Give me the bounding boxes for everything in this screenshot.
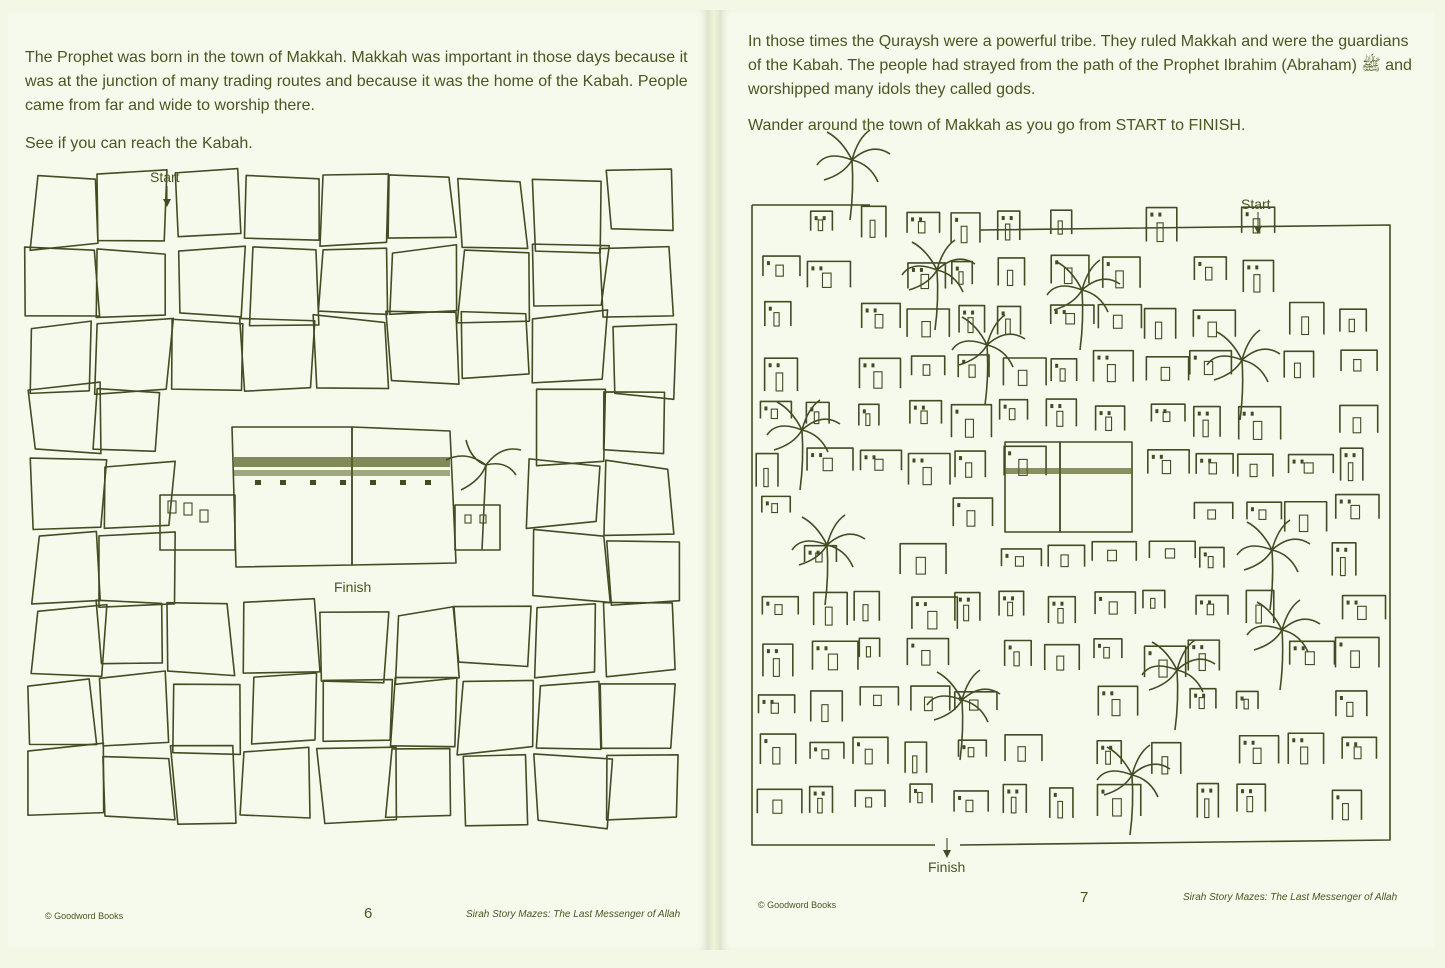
house-icon [859, 638, 879, 657]
kabah-icon [1005, 442, 1132, 532]
house-icon [1092, 542, 1136, 561]
house-icon [1045, 645, 1080, 670]
house-icon [1096, 406, 1125, 430]
house-icon [1097, 741, 1121, 764]
house-icon [954, 791, 988, 812]
house-icon [1332, 790, 1361, 819]
house-icon [1193, 310, 1235, 337]
house-icon [765, 358, 798, 391]
house-icon [951, 213, 980, 243]
house-icon [859, 404, 879, 425]
palm-tree-icon [446, 440, 521, 550]
house-icon [1001, 549, 1041, 566]
maze-block [600, 684, 675, 748]
maze-block [323, 680, 392, 742]
house-icon [910, 784, 932, 803]
house-icon [1048, 597, 1075, 623]
house-icon [1048, 545, 1084, 566]
maze-block [607, 755, 678, 820]
maze-block [179, 246, 246, 317]
right-page-number: 7 [1080, 889, 1089, 906]
maze-block [173, 684, 240, 754]
maze-block [30, 176, 98, 251]
house-icon [1145, 309, 1176, 339]
house-icon [958, 740, 986, 757]
house-icon [810, 787, 833, 813]
maze-block [534, 754, 613, 829]
maze-block [600, 247, 674, 317]
maze-block [250, 247, 319, 326]
maze-block [103, 757, 175, 820]
left-intro-text: The Prophet was born in the town of Makkah. Makkah was important in those days because it was at the junction of many trading routes and because it was the home of the Kabah. People came from far and wide to worship there. [25, 49, 688, 114]
maze-block [170, 746, 236, 825]
house-icon [1051, 210, 1072, 234]
house-icon [955, 451, 985, 477]
house-icon [1098, 686, 1137, 715]
maze-block [532, 310, 607, 383]
maze-block [320, 174, 388, 246]
maze-block [395, 607, 459, 685]
maze-block [388, 175, 456, 238]
house-icon [1005, 735, 1042, 761]
house-icon [853, 737, 888, 764]
house-icon [998, 306, 1021, 334]
house-icon [1196, 595, 1228, 614]
house-icon [1336, 495, 1379, 519]
house-icon [807, 448, 853, 471]
maze-block [453, 606, 531, 666]
house-icon [862, 303, 901, 327]
maze-block [536, 681, 600, 749]
maze-block [99, 671, 168, 746]
maze-block [25, 247, 100, 316]
maze-block [526, 459, 600, 529]
house-icon [1196, 454, 1233, 474]
house-icon [1342, 737, 1376, 758]
house-icon [1000, 400, 1028, 420]
maze-block [172, 319, 243, 390]
maze-block [96, 249, 165, 318]
maze-block [535, 604, 596, 678]
house-icon [860, 687, 898, 706]
house-icon [1238, 454, 1273, 476]
left-instruction-text: See if you can reach the Kabah. [25, 135, 253, 152]
maze-block [318, 248, 387, 314]
house-icon [1288, 733, 1323, 764]
house-icon [910, 401, 942, 424]
house-icon [763, 256, 800, 276]
house-icon [907, 639, 948, 666]
house-icon [1247, 502, 1281, 519]
house-icon [1046, 399, 1076, 426]
maze-block [533, 529, 610, 602]
left-footer-publisher: © Goodword Books [45, 911, 124, 921]
left-footer-title: Sirah Story Mazes: The Last Messenger of Allah [466, 909, 681, 920]
maze-block [457, 680, 533, 755]
maze-block [95, 318, 174, 394]
house-icon [912, 597, 957, 629]
house-icon [1003, 784, 1026, 812]
maze-block [252, 673, 317, 744]
house-icon [1097, 785, 1140, 816]
house-icon [807, 261, 850, 287]
house-icon [1188, 640, 1219, 670]
house-icon [1098, 305, 1141, 329]
house-icon [959, 306, 984, 333]
house-icon [756, 454, 778, 487]
house-icon [762, 496, 790, 512]
right-start-arrow-icon [1251, 212, 1265, 236]
house-icon [1340, 405, 1378, 432]
house-icon [1197, 784, 1218, 818]
maze-block [537, 389, 606, 465]
house-icon [1200, 547, 1224, 567]
house-icon [911, 686, 950, 711]
house-icon [1335, 637, 1378, 667]
house-icon [1340, 309, 1366, 331]
house-icon [1151, 404, 1185, 421]
house-icon [814, 592, 848, 625]
maze-block [167, 603, 235, 676]
house-icon [1190, 351, 1232, 375]
house-icon [762, 597, 798, 615]
house-icon [1237, 784, 1265, 811]
house-icon [1284, 351, 1313, 377]
maze-block [390, 245, 457, 315]
house-icon [759, 695, 795, 713]
house-icon [1285, 502, 1327, 532]
house-icon [907, 212, 940, 233]
book-gutter [708, 10, 720, 950]
house-icon [905, 742, 926, 773]
house-icon [998, 258, 1024, 286]
house-icon [1341, 448, 1363, 480]
house-icon [1095, 592, 1135, 614]
maze-block [28, 679, 97, 745]
maze-block [613, 324, 676, 399]
maze-block [93, 389, 160, 452]
maze-block [390, 677, 456, 746]
house-icon [1237, 691, 1258, 708]
house-icon [955, 593, 980, 621]
maze-block [604, 392, 665, 454]
house-icon [1343, 596, 1386, 620]
maze-block [607, 541, 680, 605]
maze-block [532, 179, 601, 253]
house-icon [1146, 357, 1188, 381]
maze-block [458, 179, 528, 249]
right-footer-publisher: © Goodword Books [758, 900, 837, 910]
house-icon [763, 644, 793, 676]
right-start-label: Start [1241, 196, 1271, 212]
maze-block [244, 175, 319, 240]
house-icon [810, 742, 844, 758]
maze-block [175, 169, 241, 237]
right-intro-text: In those times the Quraysh were a powerful tribe. They ruled Makkah and were the guardians of the Kabah. The people had strayed from the path of the Prophet Ibrahim (Abraham) ﷺ and worshipped many idols they called gods. [748, 33, 1412, 98]
house-icon [1051, 305, 1094, 324]
maze-block [463, 755, 527, 826]
house-icon [859, 358, 900, 388]
house-icon [1336, 691, 1367, 716]
maze-block [320, 612, 389, 683]
house-icon [861, 450, 902, 470]
house-icon [855, 790, 885, 807]
house-icon [757, 789, 802, 813]
kabah-icon [160, 425, 525, 575]
maze-block [28, 743, 104, 815]
maze-block [606, 169, 673, 230]
house-icon [1051, 359, 1076, 381]
house-icon [812, 641, 857, 670]
house-icon [1143, 590, 1165, 608]
maze-block [243, 599, 320, 673]
house-icon [998, 211, 1020, 240]
house-icon [908, 454, 950, 485]
house-icon [1005, 640, 1032, 665]
house-icon [1050, 788, 1073, 818]
right-finish-label: Finish [928, 859, 966, 875]
left-start-arrow-icon [160, 186, 174, 208]
maze-block [32, 531, 101, 603]
palm-tree-icon [1247, 600, 1320, 690]
house-icon [912, 356, 945, 375]
house-icon [1194, 257, 1226, 280]
house-icon [811, 211, 833, 230]
house-icon [907, 309, 949, 337]
house-icon [1290, 641, 1335, 664]
house-icon [1093, 351, 1133, 382]
palm-tree-icon [902, 240, 975, 330]
house-icon [1290, 303, 1324, 335]
house-icon [854, 591, 879, 620]
maze-block [603, 602, 675, 676]
house-icon [862, 206, 886, 237]
maze-block [313, 315, 388, 389]
maze-block [604, 460, 674, 535]
town-maze [750, 140, 1400, 870]
house-icon [953, 498, 992, 526]
house-icon [1243, 260, 1273, 292]
house-icon [951, 405, 991, 438]
house-icon [900, 544, 946, 574]
house-icon [1148, 450, 1189, 474]
left-start-label: Start [150, 169, 180, 185]
house-icon [1152, 743, 1181, 774]
house-icon [1146, 208, 1176, 242]
maze-block [240, 747, 310, 818]
maze-block [30, 458, 106, 529]
house-icon [1094, 639, 1122, 658]
house-icon [1194, 503, 1232, 519]
house-icon [1103, 257, 1140, 288]
right-instruction-text: Wander around the town of Makkah as you go from START to FINISH. [748, 117, 1246, 134]
maze-block [240, 318, 315, 391]
house-icon [1051, 255, 1089, 283]
maze-block [30, 321, 91, 393]
house-icon [1194, 407, 1220, 437]
palm-tree-icon [1097, 745, 1170, 835]
house-icon [1239, 407, 1281, 440]
left-page-number: 6 [364, 905, 373, 922]
house-icon [760, 734, 795, 764]
maze-block [317, 747, 397, 823]
house-icon [1149, 541, 1195, 558]
maze-block [31, 605, 107, 677]
house-icon [811, 691, 843, 722]
left-finish-label: Finish [334, 579, 372, 595]
right-footer-title: Sirah Story Mazes: The Last Messenger of Allah [1183, 892, 1398, 903]
house-icon [765, 302, 791, 326]
maze-block [386, 311, 459, 384]
house-icon [1332, 543, 1356, 576]
house-icon [999, 591, 1024, 615]
town-boundary [752, 205, 1390, 845]
house-icon [1341, 350, 1377, 371]
house-icon [1240, 736, 1279, 764]
house-icon [1289, 455, 1334, 473]
